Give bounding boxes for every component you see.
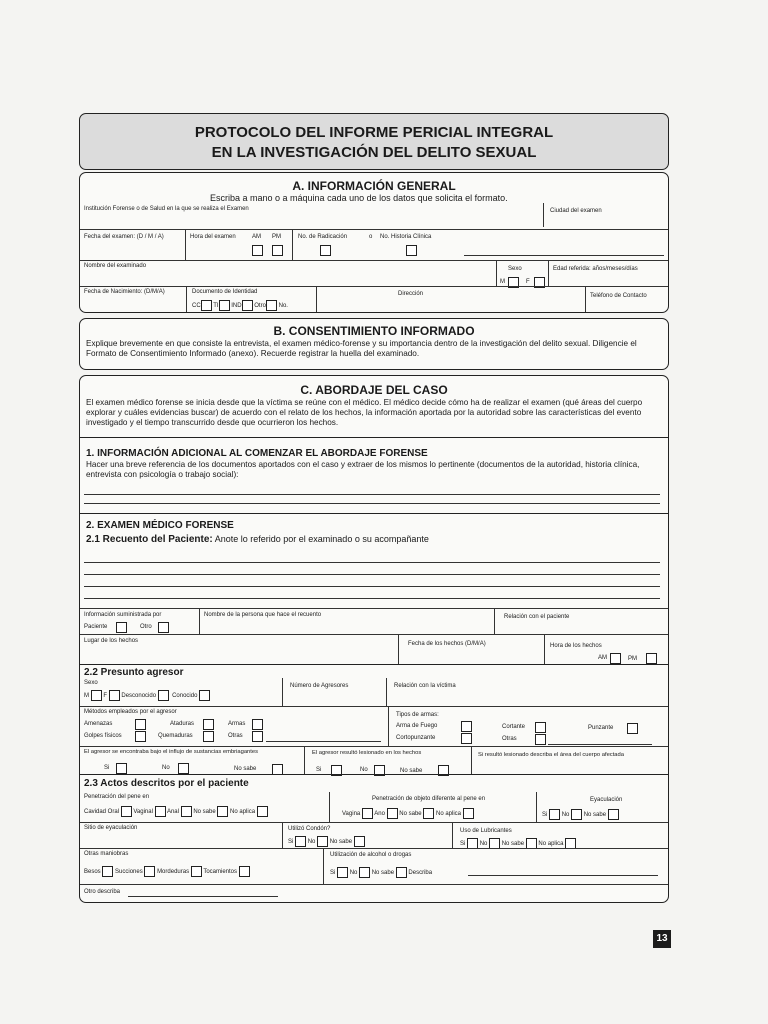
golpes-label: Golpes físicos (84, 733, 122, 739)
section-b (79, 318, 669, 370)
document-title-line2: EN LA INVESTIGACIÓN DEL DELITO SEXUAL (211, 144, 537, 161)
alcohol-si-checkbox[interactable] (337, 867, 348, 878)
info-by-label: Información suministrada por (84, 612, 162, 618)
exam-time-label: Hora del examen (190, 234, 236, 240)
punzante-label: Punzante (588, 725, 614, 731)
title-box (79, 113, 669, 170)
arma-fuego-checkbox[interactable] (461, 721, 472, 732)
lub-noaplica-label: No aplica (538, 841, 564, 848)
otro-label: Otro (140, 624, 152, 630)
section-b-heading: B. CONSENTIMIENTO INFORMADO (273, 324, 475, 338)
ano-label: Ano (374, 811, 385, 818)
sex-f-label: F (526, 279, 530, 285)
cortante-label: Cortante (502, 724, 526, 730)
weapon-otras-label: Otras (502, 736, 517, 742)
vagina-label: Vagina (342, 811, 361, 818)
id-otro-label: Otro (254, 303, 266, 310)
section-c-heading: C. ABORDAJE DEL CASO (300, 383, 448, 397)
relation-victim-label: Relación con la víctima (394, 683, 456, 689)
desconocido-checkbox[interactable] (158, 690, 169, 701)
section-a (79, 172, 669, 313)
phone-label: Teléfono de Contacto (590, 293, 647, 299)
aggressor-f-checkbox[interactable] (109, 690, 120, 701)
penetracion-pene-label: Penetración del pene en (84, 794, 150, 800)
maniobras-options (84, 866, 250, 877)
num-aggressors-label: Número de Agresores (290, 683, 349, 689)
radicacion-label: No. de Radicación (298, 234, 348, 240)
armas-checkbox[interactable] (252, 719, 263, 730)
amenazas-label: Amenazas (84, 721, 113, 727)
id-ti-label: TI (213, 303, 219, 310)
aggressor-m-checkbox[interactable] (91, 690, 102, 701)
quemaduras-checkbox[interactable] (203, 731, 214, 742)
armas-label: Armas (228, 721, 246, 727)
eyac-si-label: Si (542, 812, 548, 819)
cavidad-oral-label: Cavidad Oral (84, 809, 120, 816)
sex-m-label: M (500, 279, 505, 285)
id-otro-checkbox[interactable] (266, 300, 277, 311)
lesionado-no-label: No (360, 767, 368, 773)
besos-checkbox[interactable] (102, 866, 113, 877)
subsection-21-title: 2.1 Recuento del Paciente: (86, 534, 213, 545)
event-am-label: AM (598, 655, 607, 661)
eyac-no-checkbox[interactable] (571, 809, 582, 820)
lub-si-label: Si (460, 841, 466, 848)
amenazas-checkbox[interactable] (135, 719, 146, 730)
influjo-si-label: Si (104, 765, 110, 771)
condon-no-checkbox[interactable] (317, 836, 328, 847)
or-label: o (369, 234, 373, 240)
lub-no-label: No (479, 841, 488, 848)
pene-nosabe-checkbox[interactable] (217, 806, 228, 817)
anal-label: Anal (166, 809, 179, 816)
radicacion-checkbox[interactable] (320, 245, 331, 256)
event-date-label: Fecha de los hechos (D/M/A) (408, 641, 486, 647)
golpes-checkbox[interactable] (135, 731, 146, 742)
sitio-eyac-label: Sitio de eyaculación (84, 825, 138, 831)
lesionado-label: El agresor resultó lesionado en los hechos (312, 750, 422, 756)
anal-checkbox[interactable] (181, 806, 192, 817)
age-label: Edad referida: años/meses/días (553, 266, 638, 272)
person-name-label: Nombre de la persona que hace el recuento (204, 612, 322, 618)
quemaduras-label: Quemaduras (158, 733, 193, 739)
paciente-label: Paciente (84, 624, 108, 630)
id-doc-label: Documento de Identidad (192, 289, 258, 295)
birth-date-label: Fecha de Nacimiento: (D/M/A) (84, 289, 165, 295)
ataduras-label: Ataduras (170, 721, 195, 727)
objeto-nosabe-checkbox[interactable] (423, 808, 434, 819)
id-cc-checkbox[interactable] (201, 300, 212, 311)
penetracion-objeto-label: Penetración de objeto diferente al pene en (372, 796, 486, 802)
examinee-name-label: Nombre del examinado (84, 263, 147, 269)
otro-describa-label: Otro describa (84, 889, 121, 895)
alcohol-nosabe-checkbox[interactable] (396, 867, 407, 878)
condon-options (288, 836, 365, 847)
aggressor-sex-label: Sexo (84, 680, 98, 686)
alcohol-si-label: Si (330, 870, 336, 877)
objeto-noaplica-label: No aplica (436, 811, 462, 818)
lub-nosabe-label: No sabe (501, 841, 525, 848)
alcohol-no-checkbox[interactable] (359, 867, 370, 878)
lubricantes-label: Uso de Lubricantes (460, 828, 512, 834)
exam-date-label: Fecha del examen: (D / M / A) (84, 234, 164, 240)
section-b-text: Explique brevemente en que consiste la entrevista, el examen médico-forense y su importancia dentro de la investigación del delito sexual. Diligencie el Formato de Consentimiento Informado (anexo). Recuerde registrar la huella del examinado. (86, 339, 637, 358)
subsection-23-title: 2.3 Actos descritos por el paciente (84, 778, 249, 789)
id-ti-checkbox[interactable] (219, 300, 230, 311)
condon-si-label: Si (288, 839, 294, 846)
condon-no-label: No (307, 839, 316, 846)
aggressor-f-label: F (103, 693, 108, 700)
methods-label: Métodos empleados por el agresor (84, 709, 177, 715)
tocamientos-label: Tocamientos (203, 869, 237, 876)
id-no-label: No. (278, 303, 288, 310)
eyaculacion-options (542, 809, 619, 820)
mordeduras-label: Mordeduras (157, 869, 190, 876)
id-options (192, 300, 288, 311)
event-time-label: Hora de los hechos (550, 643, 602, 649)
lesionado-nosabe-label: No sabe (400, 768, 423, 774)
tocamientos-checkbox[interactable] (239, 866, 250, 877)
section-c (79, 375, 669, 903)
vagina-checkbox[interactable] (362, 808, 373, 819)
alcohol-describa-label: Describa (408, 870, 433, 877)
method-otras-checkbox[interactable] (252, 731, 263, 742)
place-label: Lugar de los hechos (84, 638, 139, 644)
vaginal-label: Vaginal (133, 809, 153, 816)
condon-nosabe-label: No sabe (329, 839, 353, 846)
sex-label: Sexo (508, 266, 522, 272)
institution-label: Institución Forense o de Salud en la que se realiza el Examen (84, 206, 249, 212)
alcohol-nosabe-label: No sabe (371, 870, 395, 877)
historia-checkbox[interactable] (406, 245, 417, 256)
pene-noaplica-checkbox[interactable] (257, 806, 268, 817)
condon-nosabe-checkbox[interactable] (354, 836, 365, 847)
document-title-line1: PROTOCOLO DEL INFORME PERICIAL INTEGRAL (194, 124, 554, 141)
alcohol-no-label: No (349, 870, 358, 877)
weapon-types-label: Tipos de armas: (396, 712, 439, 718)
historia-label: No. Historia Clínica (380, 234, 432, 240)
succiones-label: Succiones (115, 869, 143, 876)
influjo-nosabe-label: No sabe (234, 766, 257, 772)
condon-label: Utilizó Condón? (288, 826, 331, 832)
lesionado-si-label: Si (316, 767, 322, 773)
id-cc-label: CC (192, 303, 201, 310)
ataduras-checkbox[interactable] (203, 719, 214, 730)
mordeduras-checkbox[interactable] (191, 866, 202, 877)
subsection-21-row (86, 534, 429, 545)
objeto-nosabe-label: No sabe (399, 811, 422, 818)
cortante-checkbox[interactable] (535, 722, 546, 733)
city-label: Ciudad del examen (550, 208, 602, 214)
arma-fuego-label: Arma de Fuego (396, 723, 438, 729)
desconocido-label: Desconocido (121, 693, 157, 700)
area-afectada-label: Si resultó lesionado describa el área del cuerpo afectada (478, 752, 624, 758)
penetracion-pene-options (84, 806, 268, 817)
eyaculacion-label: Eyaculación (590, 797, 623, 803)
ano-checkbox[interactable] (387, 808, 398, 819)
paciente-checkbox[interactable] (116, 622, 127, 633)
influjo-label: El agresor se encontraba bajo el influjo de sustancias embriagantes (84, 749, 259, 755)
id-ind-checkbox[interactable] (242, 300, 253, 311)
am-label: AM (252, 234, 261, 240)
exam-am-checkbox[interactable] (252, 245, 263, 256)
event-pm-checkbox[interactable] (646, 653, 657, 664)
condon-si-checkbox[interactable] (295, 836, 306, 847)
eyac-si-checkbox[interactable] (549, 809, 560, 820)
method-otras-label: Otras (228, 733, 243, 739)
event-am-checkbox[interactable] (610, 653, 621, 664)
aggressor-m-label: M (84, 693, 89, 700)
otro-checkbox[interactable] (158, 622, 169, 633)
page-number: 13 (653, 930, 671, 948)
cortopunzante-label: Cortopunzante (396, 735, 436, 741)
event-pm-label: PM (628, 656, 637, 662)
subsection-1-title: 1. INFORMACIÓN ADICIONAL AL COMENZAR EL ABORDAJE FORENSE (86, 448, 428, 459)
pm-label: PM (272, 234, 281, 240)
subsection-21-text: Anote lo referido por el examinado o su acompañante (214, 534, 429, 544)
eyac-no-label: No (561, 812, 570, 819)
relation-label: Relación con el paciente (504, 614, 570, 620)
exam-pm-checkbox[interactable] (272, 245, 283, 256)
subsection-22-title: 2.2 Presunto agresor (84, 667, 184, 678)
otras-maniobras-label: Otras maniobras (84, 851, 129, 857)
punzante-checkbox[interactable] (627, 723, 638, 734)
objeto-noaplica-checkbox[interactable] (463, 808, 474, 819)
cavidad-oral-checkbox[interactable] (121, 806, 132, 817)
vaginal-checkbox[interactable] (155, 806, 166, 817)
influjo-no-checkbox[interactable] (178, 763, 189, 774)
subsection-2-title: 2. EXAMEN MÉDICO FORENSE (86, 520, 234, 531)
eyac-nosabe-label: No sabe (583, 812, 607, 819)
section-a-heading: A. INFORMACIÓN GENERAL (292, 179, 456, 193)
alcohol-label: Utilización de alcohol o drogas (330, 852, 412, 858)
cortopunzante-checkbox[interactable] (461, 733, 472, 744)
penetracion-objeto-options (342, 808, 474, 819)
pene-noaplica-label: No aplica (230, 809, 256, 816)
id-ind-label: IND (231, 303, 242, 310)
influjo-si-checkbox[interactable] (116, 763, 127, 774)
conocido-label: Conocido (172, 693, 198, 700)
section-c-text: El examen médico forense se inicia desde que la víctima se reúne con el médico. El médico decide cómo ha de realizar el examen (qué áreas del cuerpo explorar y cuáles evidencias buscar) de acuerdo con el relato de los hechos, la información aportada por la autoridad sobre las características del evento investigado y el tiempo transcurrido desde que ocurrieron los hechos. (86, 398, 643, 427)
subsection-1-text: Hacer una breve referencia de los documentos aportados con el caso y extraer de los mismos lo pertinente (documentos de la autoridad, historia clínica, entrevista con psicología o trabajo social): (86, 460, 640, 479)
weapon-otras-checkbox[interactable] (535, 734, 546, 745)
influjo-no-label: No (162, 765, 170, 771)
succiones-checkbox[interactable] (144, 866, 155, 877)
section-a-instruction: Escriba a mano o a máquina cada uno de los datos que solicita el formato. (210, 193, 508, 203)
alcohol-options (330, 867, 432, 878)
besos-label: Besos (84, 869, 101, 876)
conocido-checkbox[interactable] (199, 690, 210, 701)
pene-nosabe-label: No sabe (193, 809, 216, 816)
address-label: Dirección (398, 291, 424, 297)
aggressor-sex-options (84, 690, 210, 701)
eyac-nosabe-checkbox[interactable] (608, 809, 619, 820)
